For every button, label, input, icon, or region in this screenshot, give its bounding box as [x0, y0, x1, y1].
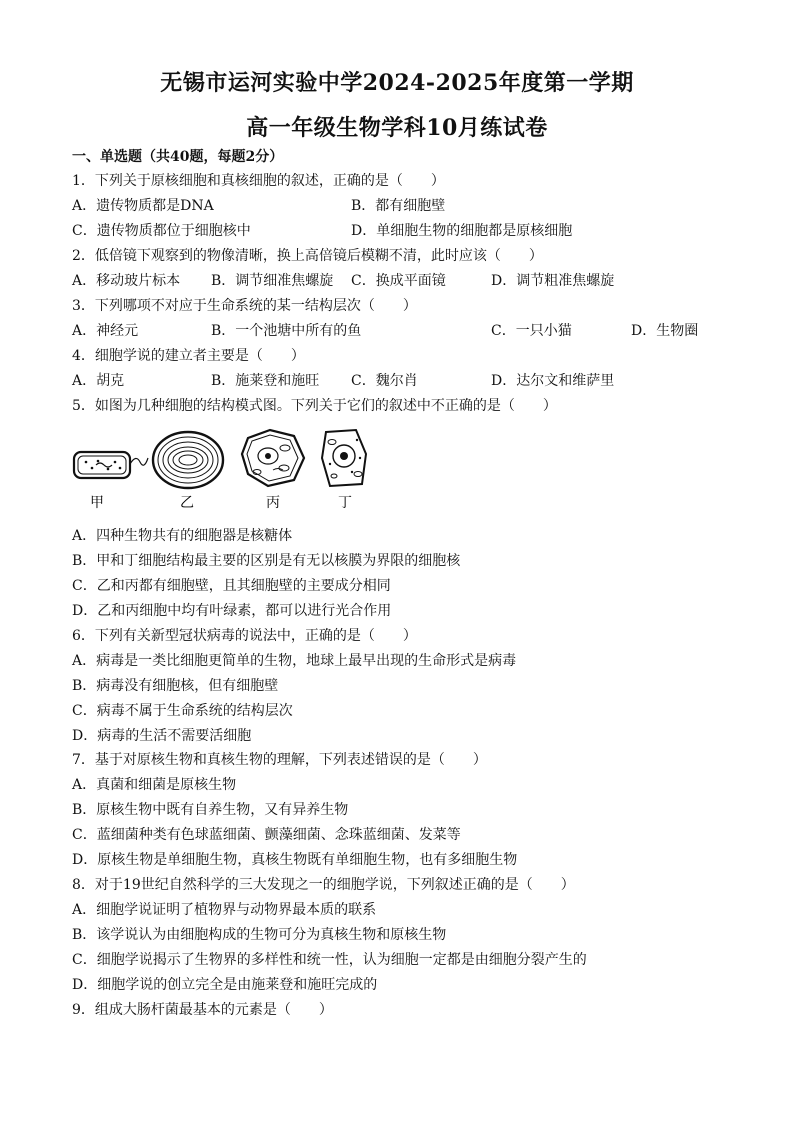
question-6-option-d: D．病毒的生活不需要活细胞 [72, 728, 252, 744]
question-3-stem: 3．下列哪项不对应于生命系统的某一结构层次（ ） [72, 298, 417, 314]
exam-title-line2: 高一年级生物学科10月练试卷 [246, 115, 548, 141]
figure-label-ding: 丁 [338, 495, 352, 511]
question-5-option-c: C．乙和丙都有细胞壁，且其细胞壁的主要成分相同 [72, 578, 391, 594]
question-5-option-d: D．乙和丙细胞中均有叶绿素，都可以进行光合作用 [72, 603, 392, 619]
question-1-option-d: D．单细胞生物的细胞都是原核细胞 [351, 223, 573, 239]
question-4-stem: 4．细胞学说的建立者主要是（ ） [72, 348, 305, 364]
question-8-option-b: B．该学说认为由细胞构成的生物可分为真核生物和原核生物 [72, 927, 447, 943]
question-8-option-a: A．细胞学说证明了植物界与动物界最本质的联系 [72, 902, 377, 918]
question-8-option-c: C．细胞学说揭示了生物界的多样性和统一性，认为细胞一定都是由细胞分裂产生的 [72, 952, 587, 968]
question-2-option-c: C．换成平面镜 [351, 273, 446, 289]
bacterium-cell-image [74, 452, 148, 478]
question-5-option-b: B．甲和丁细胞结构最主要的区别是有无以核膜为界限的细胞核 [72, 553, 461, 569]
question-6-option-b: B．病毒没有细胞核，但有细胞壁 [72, 678, 279, 694]
question-6-option-a: A．病毒是一类比细胞更简单的生物，地球上最早出现的生命形式是病毒 [72, 653, 517, 669]
question-8-stem: 8．对于19世纪自然科学的三大发现之一的细胞学说，下列叙述正确的是（ ） [72, 877, 575, 893]
question-6-option-c: C．病毒不属于生命系统的结构层次 [72, 703, 293, 719]
question-6-stem: 6．下列有关新型冠状病毒的说法中，正确的是（ ） [72, 628, 417, 644]
question-7-option-a: A．真菌和细菌是原核生物 [72, 777, 237, 793]
exam-title-line1: 无锡市运河实验中学2024-2025年度第一学期 [160, 70, 634, 96]
question-3-option-a: A．神经元 [72, 323, 139, 339]
figure-label-jia: 甲 [90, 495, 104, 511]
question-1-stem: 1．下列关于原核细胞和真核细胞的叙述，正确的是（ ） [72, 173, 445, 189]
question-1-option-b: B．都有细胞壁 [351, 198, 446, 214]
question-2-option-a: A．移动玻片标本 [72, 273, 181, 289]
question-9-stem: 9．组成大肠杆菌最基本的元素是（ ） [72, 1002, 333, 1018]
question-4-option-b: B．施莱登和施旺 [211, 373, 320, 389]
section-heading: 一、单选题（共40题，每题2分） [72, 149, 284, 165]
question-5-option-a: A．四种生物共有的细胞器是核糖体 [72, 528, 293, 544]
question-1-option-a: A．遗传物质都是DNA [72, 198, 214, 214]
figure-label-yi: 乙 [180, 495, 194, 511]
question-7-option-b: B．原核生物中既有自养生物，又有异养生物 [72, 802, 349, 818]
question-2-option-b: B．调节细准焦螺旋 [211, 273, 334, 289]
question-2-stem: 2．低倍镜下观察到的物像清晰，换上高倍镜后模糊不清，此时应该（ ） [72, 248, 543, 264]
question-7-stem: 7．基于对原核生物和真核生物的理解，下列表述错误的是（ ） [72, 752, 487, 768]
question-3-option-d: D．生物圈 [631, 323, 699, 339]
question-1-option-c: C．遗传物质都位于细胞核中 [72, 223, 251, 239]
question-8-option-d: D．细胞学说的创立完全是由施莱登和施旺完成的 [72, 977, 378, 993]
cell-structure-figure [68, 424, 378, 520]
question-4-option-a: A．胡克 [72, 373, 125, 389]
question-5-stem: 5．如图为几种细胞的结构模式图。下列关于它们的叙述中不正确的是（ ） [72, 398, 557, 414]
animal-cell-image [322, 430, 366, 486]
question-7-option-c: C．蓝细菌种类有色球蓝细菌、颤藻细菌、念珠蓝细菌、发菜等 [72, 827, 461, 843]
figure-label-bing: 丙 [266, 495, 280, 511]
question-3-option-c: C．一只小猫 [491, 323, 572, 339]
question-4-option-d: D．达尔文和维萨里 [491, 373, 615, 389]
question-7-option-d: D．原核生物是单细胞生物，真核生物既有单细胞生物，也有多细胞生物 [72, 852, 518, 868]
question-4-option-c: C．魏尔肖 [351, 373, 418, 389]
plant-cell-image [242, 430, 304, 486]
question-2-option-d: D．调节粗准焦螺旋 [491, 273, 615, 289]
cyanobacterium-cell-image [153, 432, 223, 488]
question-3-option-b: B．一个池塘中所有的鱼 [211, 323, 362, 339]
